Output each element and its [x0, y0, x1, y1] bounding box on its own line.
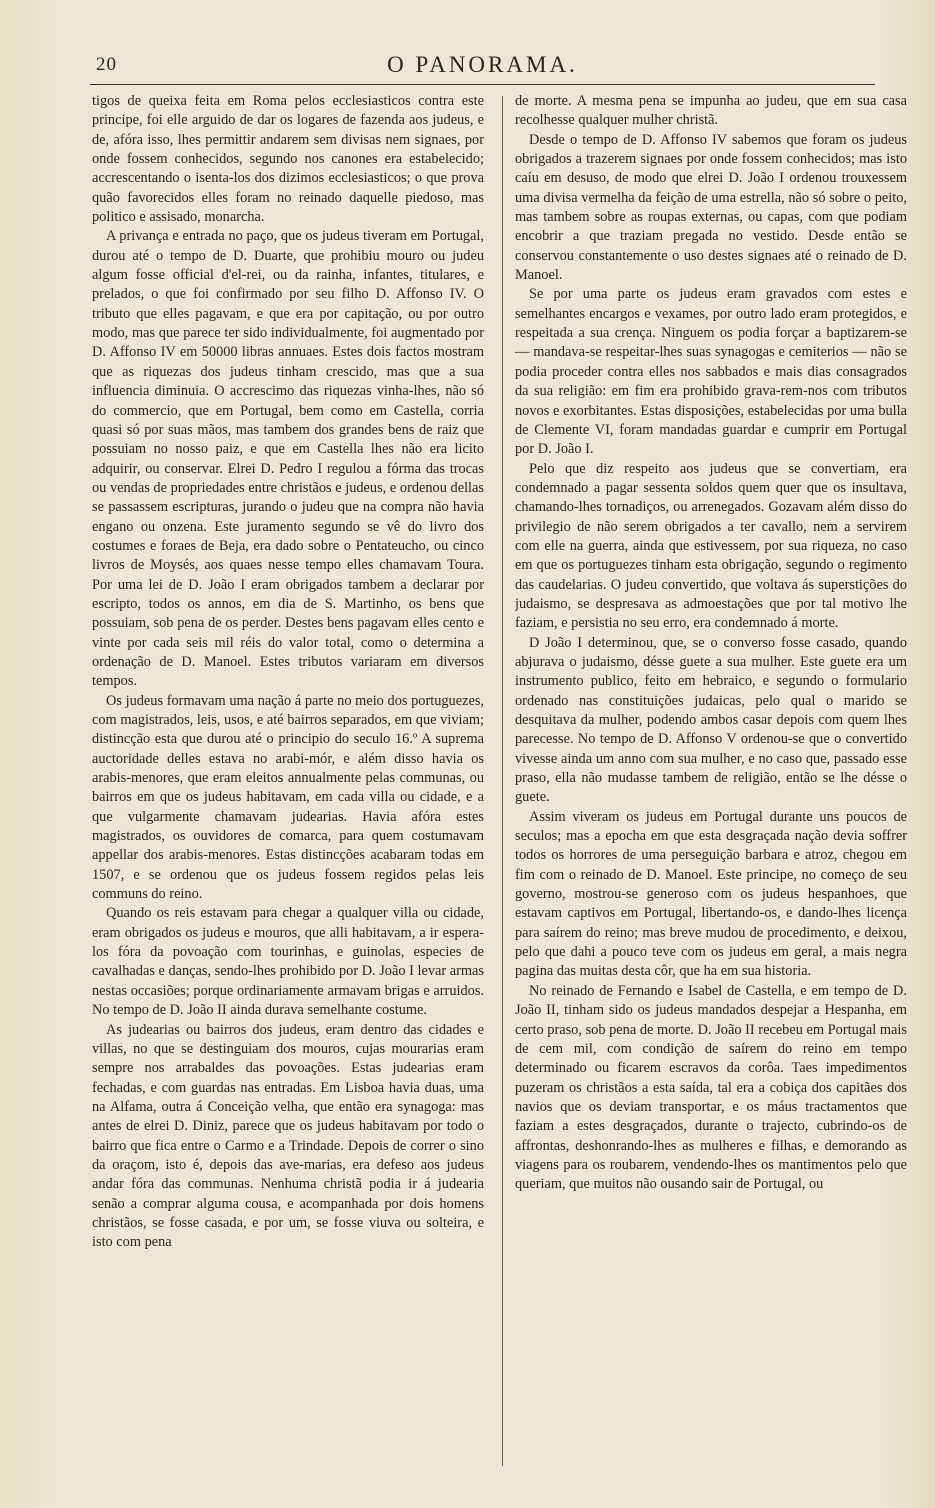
right-column [515, 92, 907, 1470]
paragraph: Assim viveram os judeus em Portugal durante uns poucos de seculos; mas a epocha em que esta desgraçada nação devia soffrer todos os horrores de uma perseguição barbara e atroz, chegou em fim com o reinado de D. Manoel. Este principe, no começo de seu governo, mostrou-se generoso com os judeus hespanhoes, que estavam captivos em Portugal, libertando-os, e dando-lhes licença para saírem do reino; mas breve mudou de procedimento, e deixou, pelo que dahi a pouco teve com os judeus em geral, a mais negra pagina das muitas desta côr, que ha em sua historia. [515, 808, 907, 980]
paragraph: Quando os reis estavam para chegar a qualquer villa ou cidade, eram obrigados os judeus e mouros, que alli habitavam, a ir espera-los fóra da povoação com tourinhas, e guinolas, especies de cavalhadas e danças, sendo-lhes prohibido por D. João I levar armas nestas occasiões; porque ordinariamente armavam brigas e arruidos. No tempo de D. João II ainda durava semelhante costume. [92, 905, 484, 1019]
page-number: 20 [96, 54, 117, 75]
left-column [92, 92, 484, 1470]
paragraph: Se por uma parte os judeus eram gravados com estes e semelhantes encargos e vexames, por outro lado eram protegidos, e respeitada a sua crença. Ninguem os podia forçar a baptizarem-se — mandava-se respeitar-lhes suas synagogas e cemiterios — não se podia proceder contra elles nos sabbados e mais dias consagrados da sua religião: em fim era prohibido grava-rem-nos com tributos novos e exorbitantes. Estas disposições, estabelecidas por uma bulla de Clemente VI, foram mandadas guardar e cumprir em Portugal por D. João I. [515, 286, 907, 458]
paragraph: D João I determinou, que, se o converso fosse casado, quando abjurava o judaismo, désse guete a sua mulher. Este guete era um instrumento publico, feito em hebraico, e segundo o formulario ordenado nas constituições judaicas, pelo qual o marido se desquitava da mulher, podendo ambos casar depois com quem lhes parecesse. No tempo de D. Affonso V ordenou-se que o convertido vivesse ainda um anno com sua mulher, e no caso que, passado esse praso, ella não mudasse tambem de religião, então se lhe désse o guete. [515, 634, 907, 806]
header-rule [90, 84, 875, 85]
paragraph: tigos de queixa feita em Roma pelos ecclesiasticos contra este principe, foi elle arguido de dar os logares de fazenda aos judeus, e de, afóra isso, lhes permittir andarem sem divisas nem signaes, por onde fossem conhecidos, segundo nos canones era estabelecido; accrescentando o isenta-los dos dizimos ecclesiasticos; o que prova quão favorecidos elles foram no reinado daquelle piedoso, mas politico e assisado, monarcha. [92, 93, 484, 226]
paragraph: Pelo que diz respeito aos judeus que se convertiam, era condemnado a pagar sessenta soldos quem quer que os insultava, chamando-lhes tornadiços, ou arrenegados. Gozavam além disso do privilegio de não serem obrigados a ter cavallo, nem a servirem com elle na guerra, ainda que estivessem, por sua riqueza, no caso em que os portuguezes tinham esta obrigação, segundo o regimento das caudelarias. O judeu convertido, que voltava ás superstições do judaismo, se despresava as admoestações que por tal motivo lhe faziam, e persistia no seu erro, era condemnado á morte. [515, 460, 907, 632]
paragraph: Os judeus formavam uma nação á parte no meio dos portuguezes, com magistrados, leis, usos, e até bairros separados, em que viviam; distincção esta que durou até o principio do seculo 16.º A suprema auctoridade delles estava no arabi-mór, e além disso havia os arabis-menores, que eram eleitos annualmente pelas communas, ou bairros em que os judeus habitavam, em cada villa ou cidade, e a que vulgarmente chamavam judearias. Havia afóra estes magistrados, os ouvidores de comarca, para quem costumavam appellar dos arabis-menores. Estas distincções acabaram todas em 1507, e se ordenou que os judeus fossem regidos pelas leis communs do reino. [92, 692, 484, 903]
running-title: O PANORAMA. [387, 52, 578, 77]
column-divider [502, 96, 503, 1466]
paragraph: As judearias ou bairros dos judeus, eram dentro das cidades e villas, no que se destinguiam dos mouros, cujas mourarias eram sempre nos arrabaldes das povoações. Estas judearias eram fechadas, e com guardas nas entradas. Em Lisboa havia duas, uma na Alfama, outra á Conceição velha, que então era synagoga: mas antes de elrei D. Diniz, parece que os judeus habitavam por todo o bairro que fica entre o Carmo e a Trindade. Depois de correr o sino da oraçom, isto é, depois das ave-marias, era defeso aos judeus andar fóra das communas. Nenhuma christã podia ir á judearia senão a comprar alguma cousa, e acompanhada por dois homens christãos, se fosse casada, e por um, se fosse viuva ou solteira, e isto com pena [92, 1021, 484, 1251]
paragraph: A privança e entrada no paço, que os judeus tiveram em Portugal, durou até o tempo de D. Duarte, que prohibiu mouro ou judeu algum fosse official d'el-rei, ou da rainha, infantes, titulares, e prelados, o que foi confirmado por seu filho D. Affonso IV. O tributo que elles pagavam, e que era por capitação, ou por outro modo, mas que parece ter sido individualmente, foi augmentado por D. Affonso IV em 50000 libras annuaes. Estes dois factos mostram que as riquezas dos judeus tinham crescido, mas que a sua influencia diminuia. O accrescimo das riquezas vinha-lhes, não só do commercio, que em Portugal, bem como em Castella, corria quasi só por suas mãos, mas tambem dos grandes bens de raiz que possuiam no nosso paiz, e que em Castella lhes não era licito adquirir, ou conservar. Elrei D. Pedro I regulou a fórma das trocas ou vendas de propriedades entre christãos e judeus, e ordenou dellas se passassem escripturas, jurando o judeu que na compra não havia engano ou onzena. Este juramento segundo se vê do livro dos costumes e foraes de Beja, era dado sobre o Pentateucho, ou cinco livros de Moysés, aos quaes nesse tempo elles chamavam Toura. Por uma lei de D. João I eram obrigados tambem a declarar por escripto, todos os annos, em dia de S. Martinho, os bens que possuiam, sob pena de os perder. Destes bens pagavam elles cento e vinte por cada seis mil réis do valor total, como o determina a ordenação de D. Manoel. Estes tributos variaram em diversos tempos. [92, 228, 484, 690]
page-header [90, 50, 875, 80]
paragraph: No reinado de Fernando e Isabel de Castella, e em tempo de D. João II, tinham sido os judeus mandados despejar a Hespanha, em certo praso, sob pena de morte. D. João II recebeu em Portugal mais de cem mil, com condição de saírem do reino em tempo determinado ou ficarem escravos da corôa. Taes impedimentos puzeram os christãos a esta saída, tal era a cobiça dos capitães dos navios que os deviam transportar, e os máus tractamentos que faziam a estes desgraçados, durante o trajecto, cubrindo-os de affrontas, deshonrando-lhes as mulheres e filhas, e demorando as viagens para os roubarem, vendendo-lhes os mantimentos pelo que queriam, que muitos não ousando sair de Portugal, ou [515, 982, 907, 1193]
paragraph: Desde o tempo de D. Affonso IV sabemos que foram os judeus obrigados a trazerem signaes por onde fossem conhecidos; mas isto caíu em desuso, de modo que elrei D. João I ordenou trouxessem uma divisa vermelha da feição de uma estrella, não só sobre o peito, mas tambem sobre as roupas externas, ou capas, com que podiam encobrir a que traziam pregada no vestido. Desde então se conservou constantemente o uso destes signaes até o reinado de D. Manoel. [515, 131, 907, 284]
paragraph: de morte. A mesma pena se impunha ao judeu, que em sua casa recolhesse qualquer mulher christã. [515, 93, 907, 129]
